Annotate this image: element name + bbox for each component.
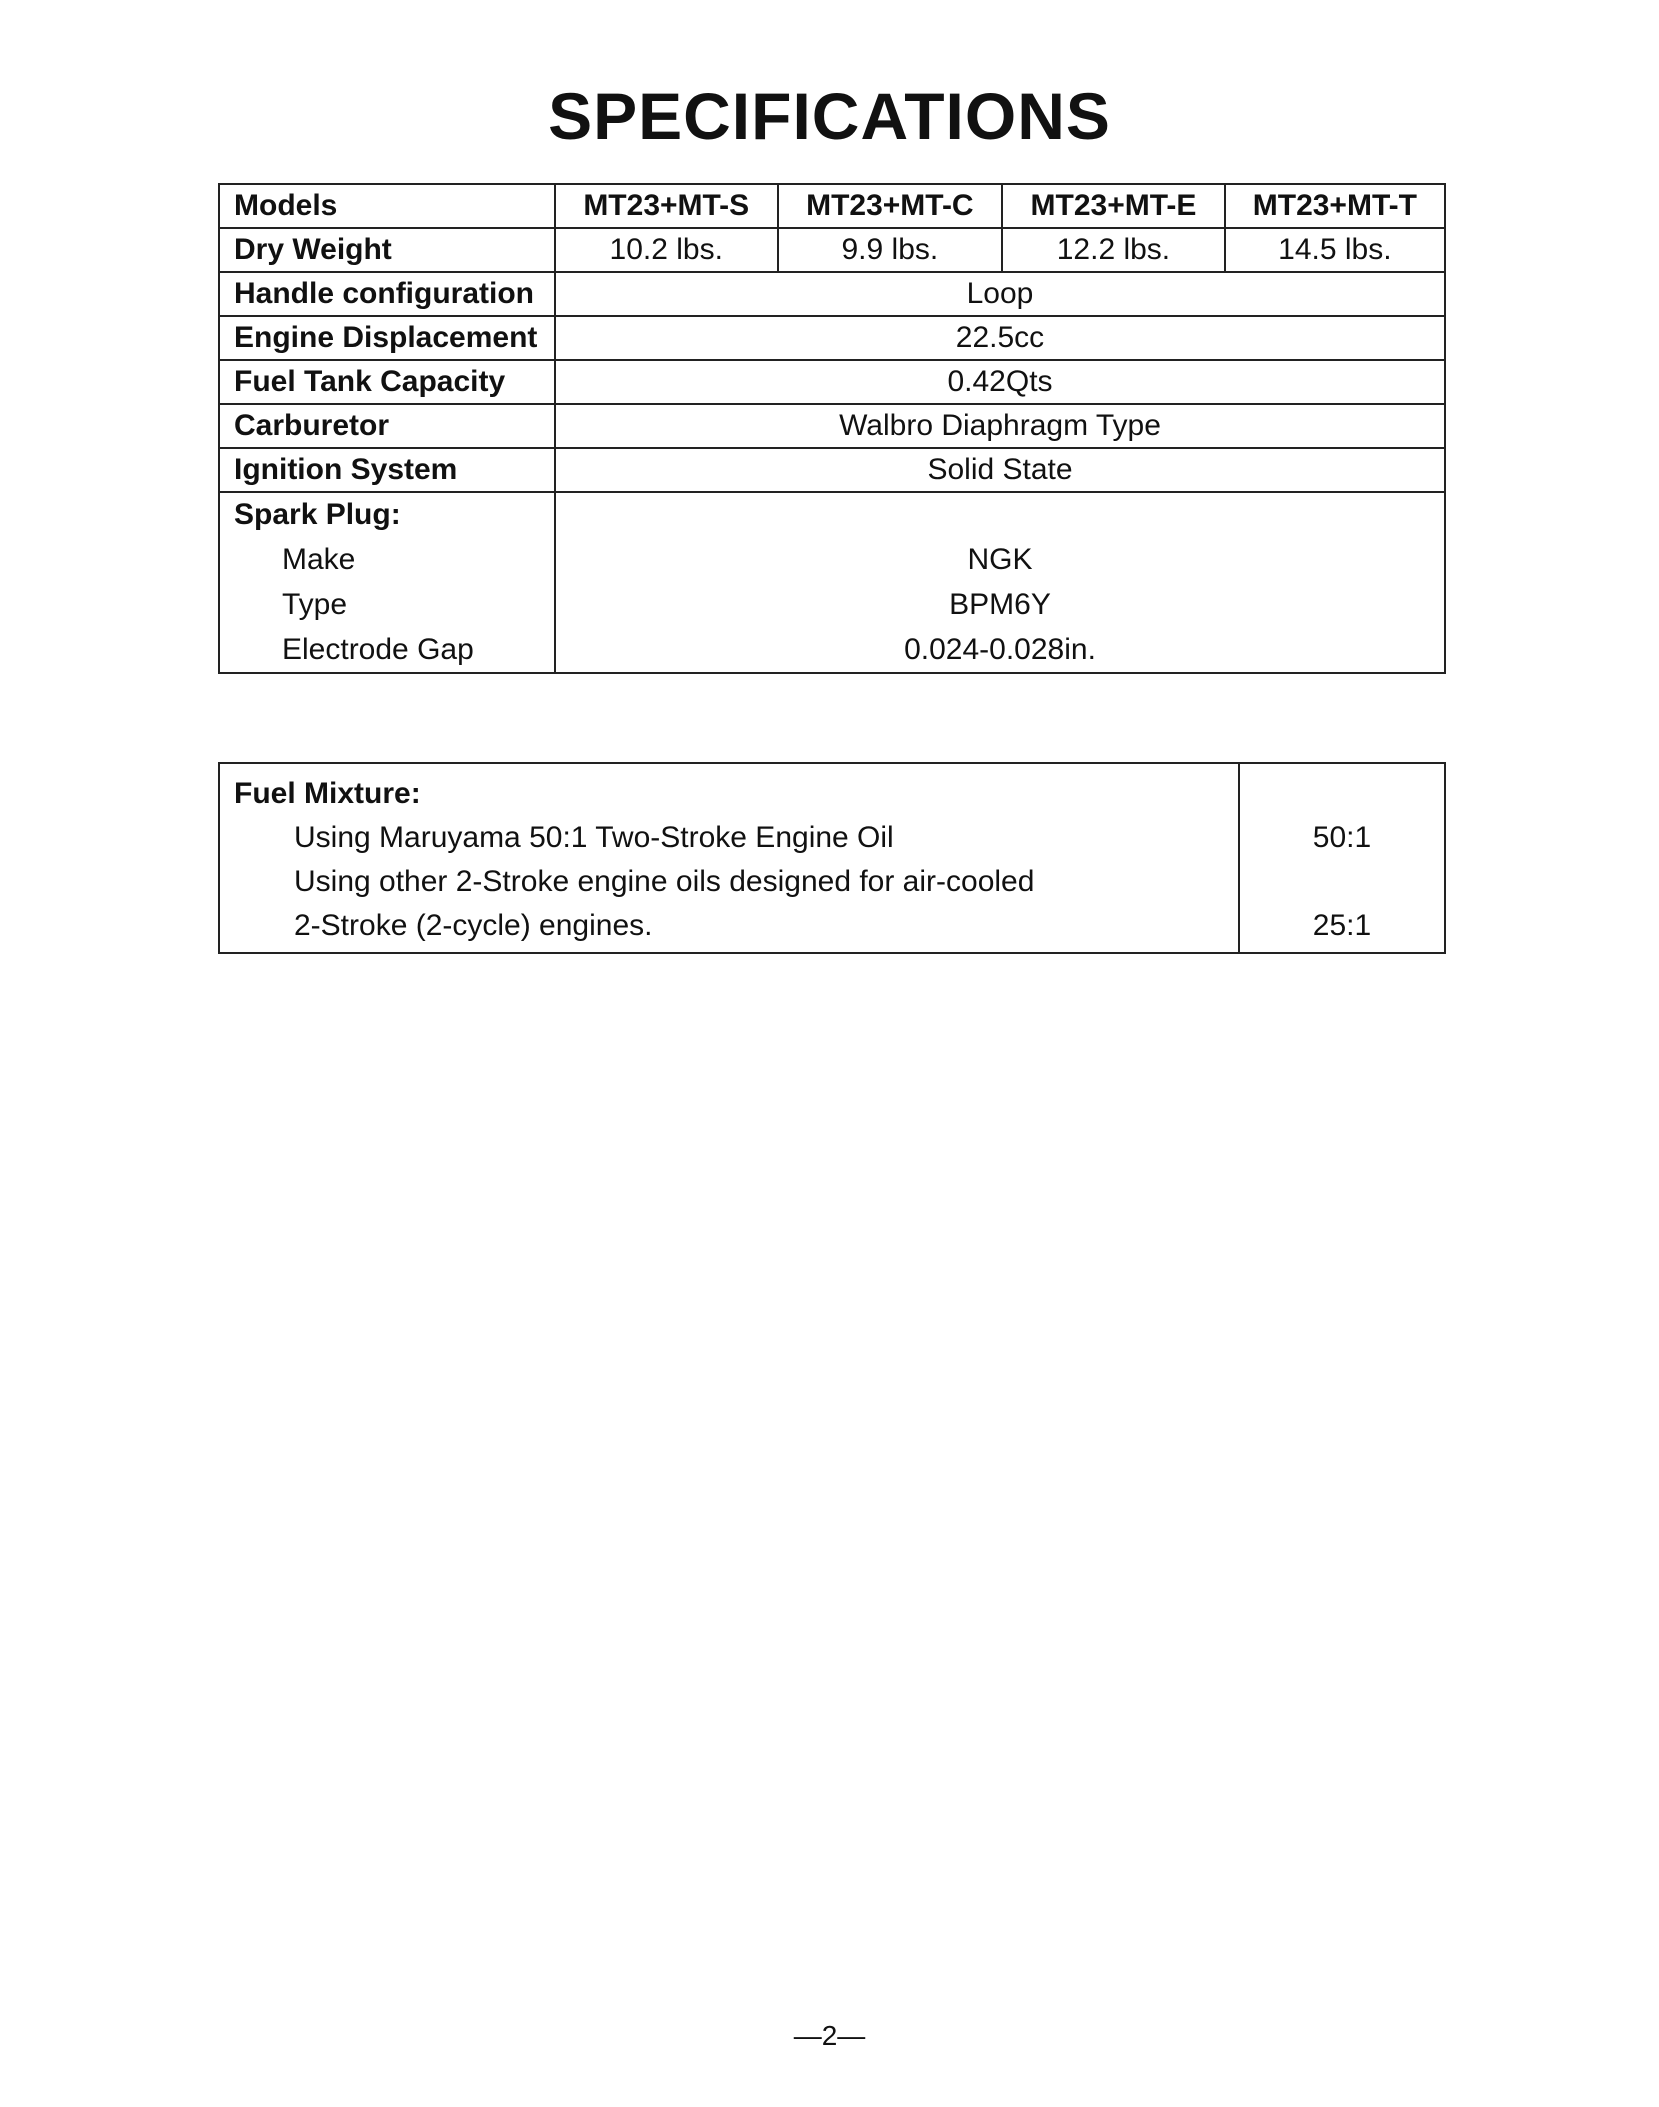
spark-make-value: NGK (967, 543, 1033, 576)
models-label: Models (219, 184, 555, 228)
model-mt-e: MT23+MT-E (1002, 184, 1225, 228)
fuel-tank-label: Fuel Tank Capacity (219, 360, 555, 404)
model-mt-c: MT23+MT-C (778, 184, 1003, 228)
fuel-mixture-table (218, 762, 1446, 954)
fuel-line-maruyama: Using Maruyama 50:1 Two-Stroke Engine Oil (294, 821, 894, 854)
displacement-row (219, 316, 1445, 360)
fuel-ratios (1239, 763, 1445, 953)
model-mt-s: MT23+MT-S (555, 184, 778, 228)
handle-value: Loop (555, 272, 1445, 316)
dry-weight-mt-e: 12.2 lbs. (1002, 228, 1225, 272)
dry-weight-mt-c: 9.9 lbs. (778, 228, 1003, 272)
fuel-tank-value: 0.42Qts (555, 360, 1445, 404)
spark-type-value: BPM6Y (949, 588, 1051, 621)
handle-row (219, 272, 1445, 316)
fuel-mixture-label: Fuel Mixture: (234, 777, 421, 810)
specifications-table (218, 183, 1446, 674)
fuel-line-other: Using other 2-Stroke engine oils designed for air-cooled (294, 865, 1035, 898)
ignition-label: Ignition System (219, 448, 555, 492)
spark-make-label: Make (282, 543, 356, 576)
models-row (219, 184, 1445, 228)
ignition-row (219, 448, 1445, 492)
fuel-mixture-row (219, 763, 1445, 953)
dry-weight-row (219, 228, 1445, 272)
spark-plug-row (219, 492, 1445, 673)
displacement-label: Engine Displacement (219, 316, 555, 360)
dry-weight-mt-s: 10.2 lbs. (555, 228, 778, 272)
handle-label: Handle configuration (219, 272, 555, 316)
spark-type-label: Type (282, 588, 348, 621)
fuel-mixture-description (219, 763, 1239, 953)
carburetor-value: Walbro Diaphragm Type (555, 404, 1445, 448)
spark-plug-values (555, 492, 1445, 673)
spark-gap-value: 0.024-0.028in. (904, 633, 1096, 666)
page-number: —2— (793, 2020, 866, 2051)
ignition-value: Solid State (555, 448, 1445, 492)
ratio-other: 25:1 (1312, 909, 1372, 942)
displacement-value: 22.5cc (555, 316, 1445, 360)
model-mt-t: MT23+MT-T (1225, 184, 1445, 228)
carburetor-row (219, 404, 1445, 448)
spark-plug-labels (219, 492, 555, 673)
fuel-line-engines: 2-Stroke (2-cycle) engines. (294, 909, 653, 942)
spark-gap-label: Electrode Gap (282, 633, 474, 666)
fuel-tank-row (219, 360, 1445, 404)
dry-weight-mt-t: 14.5 lbs. (1225, 228, 1445, 272)
page-title: SPECIFICATIONS (548, 79, 1111, 153)
spark-plug-label: Spark Plug: (234, 498, 401, 531)
dry-weight-label: Dry Weight (219, 228, 555, 272)
carburetor-label: Carburetor (219, 404, 555, 448)
ratio-maruyama: 50:1 (1312, 821, 1372, 854)
